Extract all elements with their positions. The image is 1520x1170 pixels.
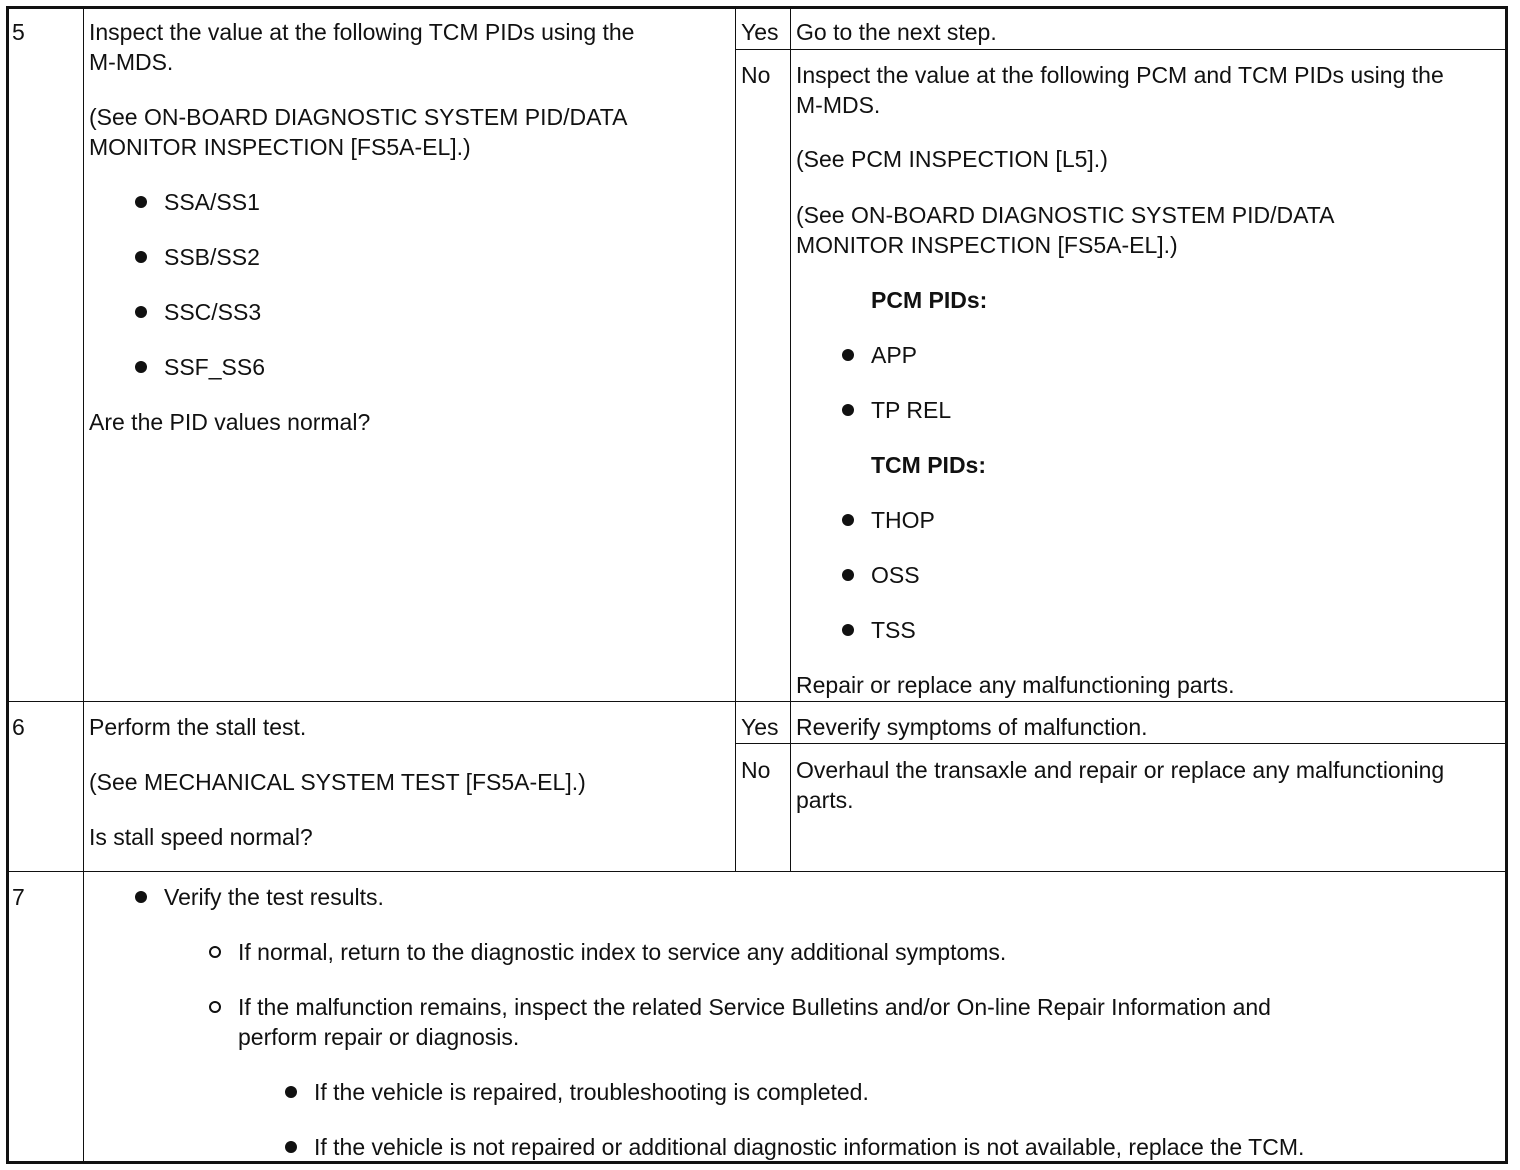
- bullet-icon: [842, 349, 854, 361]
- final-action: Repair or replace any malfunctioning parts.: [796, 672, 1235, 698]
- col-divider-result: [790, 9, 791, 871]
- yes-result: Reverify symptoms of malfunction.: [796, 714, 1148, 740]
- no-result: M-MDS.: [796, 92, 881, 118]
- bullet-icon: [842, 624, 854, 636]
- verify-text: Verify the test results.: [164, 884, 384, 910]
- sub-sub-item: If the vehicle is repaired, troubleshooting is completed.: [314, 1079, 869, 1105]
- step-number: 6: [12, 714, 25, 740]
- reference-text: (See MECHANICAL SYSTEM TEST [FS5A-EL].): [89, 769, 586, 795]
- step-number: 7: [12, 884, 25, 910]
- bullet-icon: [135, 251, 147, 263]
- pid-item: TSS: [871, 617, 916, 643]
- sub-item: perform repair or diagnosis.: [238, 1024, 520, 1050]
- bullet-icon: [135, 891, 147, 903]
- bullet-icon: [842, 514, 854, 526]
- bullet-icon: [285, 1141, 297, 1153]
- pid-item: THOP: [871, 507, 935, 533]
- pid-item: SSB/SS2: [164, 244, 260, 270]
- yesno-divider-5: [735, 49, 1505, 50]
- reference-text: (See ON-BOARD DIAGNOSTIC SYSTEM PID/DATA: [796, 202, 1335, 228]
- reference-text: (See PCM INSPECTION [L5].): [796, 146, 1108, 172]
- tcm-pids-heading: TCM PIDs:: [871, 452, 986, 478]
- no-result: Inspect the value at the following PCM and TCM PIDs using the: [796, 62, 1444, 88]
- question-text: Is stall speed normal?: [89, 824, 313, 850]
- yes-label: Yes: [741, 19, 779, 45]
- pid-item: APP: [871, 342, 918, 368]
- no-label: No: [741, 757, 771, 783]
- action-text: M-MDS.: [89, 49, 174, 75]
- row-divider-6: [9, 871, 1505, 872]
- sub-sub-item: If the vehicle is not repaired or additional diagnostic information is not available, replace the TCM.: [314, 1134, 1305, 1160]
- no-result: parts.: [796, 787, 854, 813]
- row-divider-5: [9, 701, 1505, 702]
- bullet-icon: [135, 196, 147, 208]
- col-divider-action: [735, 9, 736, 871]
- yes-result: Go to the next step.: [796, 19, 997, 45]
- yes-label: Yes: [741, 714, 779, 740]
- bullet-icon: [842, 404, 854, 416]
- sub-item: If the malfunction remains, inspect the related Service Bulletins and/or On-line Repair Information and: [238, 994, 1271, 1020]
- step-number: 5: [12, 19, 25, 45]
- sub-bullet-icon: [209, 946, 221, 958]
- no-label: No: [741, 62, 771, 88]
- no-result: Overhaul the transaxle and repair or replace any malfunctioning: [796, 757, 1445, 783]
- question-text: Are the PID values normal?: [89, 409, 371, 435]
- sub-item: If normal, return to the diagnostic index to service any additional symptoms.: [238, 939, 1007, 965]
- sub-bullet-icon: [209, 1001, 221, 1013]
- pid-item: SSA/SS1: [164, 189, 260, 215]
- reference-text: MONITOR INSPECTION [FS5A-EL].): [796, 232, 1178, 258]
- pid-item: SSF_SS6: [164, 354, 265, 380]
- bullet-icon: [842, 569, 854, 581]
- yesno-divider-6: [735, 743, 1505, 744]
- action-text: Perform the stall test.: [89, 714, 307, 740]
- col-divider-step: [83, 9, 84, 1161]
- pcm-pids-heading: PCM PIDs:: [871, 287, 988, 313]
- bullet-icon: [135, 306, 147, 318]
- pid-item: TP REL: [871, 397, 952, 423]
- action-text: Inspect the value at the following TCM PIDs using the: [89, 19, 635, 45]
- bullet-icon: [285, 1086, 297, 1098]
- diagnostic-table: [6, 6, 1508, 1164]
- bullet-icon: [135, 361, 147, 373]
- pid-item: SSC/SS3: [164, 299, 262, 325]
- pid-item: OSS: [871, 562, 920, 588]
- reference-text: (See ON-BOARD DIAGNOSTIC SYSTEM PID/DATA: [89, 104, 628, 130]
- reference-text: MONITOR INSPECTION [FS5A-EL].): [89, 134, 471, 160]
